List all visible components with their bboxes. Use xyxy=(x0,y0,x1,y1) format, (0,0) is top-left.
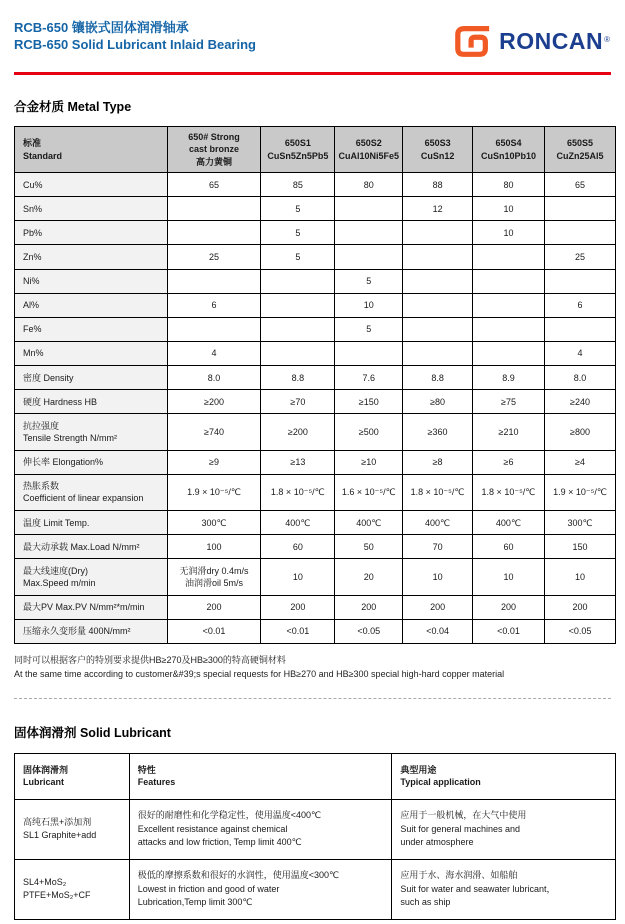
value-cell: ≥500 xyxy=(335,414,403,450)
metal-table-row xyxy=(15,245,616,269)
lubricant-column-header: 特性 Features xyxy=(129,753,392,799)
value-cell: 无润滑dry 0.4m/s 油润滑oil 5m/s xyxy=(167,559,261,595)
metal-table-row xyxy=(15,269,616,293)
value-cell xyxy=(167,269,261,293)
metal-table-row xyxy=(15,317,616,341)
value-cell: 200 xyxy=(335,595,403,619)
value-cell: 85 xyxy=(261,173,335,197)
value-cell: 5 xyxy=(261,197,335,221)
value-cell: 1.9 × 10⁻⁵/℃ xyxy=(545,474,616,510)
value-cell: 80 xyxy=(472,173,544,197)
value-cell: 25 xyxy=(167,245,261,269)
metal-table-row xyxy=(15,197,616,221)
metal-table-body xyxy=(15,173,616,644)
metal-table-row xyxy=(15,341,616,365)
value-cell: 150 xyxy=(545,535,616,559)
value-cell: 8.0 xyxy=(167,366,261,390)
value-cell: 5 xyxy=(335,317,403,341)
value-cell: ≥200 xyxy=(167,390,261,414)
row-label-cell: Pb% xyxy=(15,221,168,245)
value-cell: 10 xyxy=(472,221,544,245)
value-cell: 1.8 × 10⁻⁵/℃ xyxy=(403,474,473,510)
value-cell: 400℃ xyxy=(403,511,473,535)
value-cell: ≥75 xyxy=(472,390,544,414)
value-cell: ≥9 xyxy=(167,450,261,474)
row-label-cell: 温度 Limit Temp. xyxy=(15,511,168,535)
value-cell: 200 xyxy=(261,595,335,619)
value-cell: 1.8 × 10⁻⁵/℃ xyxy=(261,474,335,510)
value-cell: 8.0 xyxy=(545,366,616,390)
value-cell: 88 xyxy=(403,173,473,197)
solid-lubricant-table xyxy=(14,753,616,920)
value-cell xyxy=(261,317,335,341)
lubricant-section-title: 固体润滑剂 Solid Lubricant xyxy=(14,725,171,740)
row-label-cell: 伸长率 Elongation% xyxy=(15,450,168,474)
row-label-cell: Ni% xyxy=(15,269,168,293)
value-cell xyxy=(472,317,544,341)
roncan-monogram-icon xyxy=(452,22,494,60)
lubricant-table-row xyxy=(15,799,616,859)
value-cell: 4 xyxy=(167,341,261,365)
value-cell: 300℃ xyxy=(167,511,261,535)
value-cell: <0.05 xyxy=(335,619,403,643)
value-cell: <0.01 xyxy=(167,619,261,643)
special-request-note xyxy=(14,654,611,682)
value-cell: 8.8 xyxy=(261,366,335,390)
value-cell: 400℃ xyxy=(472,511,544,535)
value-cell xyxy=(335,245,403,269)
value-cell xyxy=(472,245,544,269)
value-cell: ≥800 xyxy=(545,414,616,450)
value-cell: ≥8 xyxy=(403,450,473,474)
brand-logo xyxy=(452,22,609,60)
value-cell xyxy=(261,269,335,293)
value-cell: 5 xyxy=(261,221,335,245)
value-cell: 20 xyxy=(335,559,403,595)
metal-column-header: 标准 Standard xyxy=(15,127,168,173)
metal-column-header: 650S2 CuAl10Ni5Fe5 xyxy=(335,127,403,173)
value-cell: <0.01 xyxy=(261,619,335,643)
value-cell: ≥4 xyxy=(545,450,616,474)
value-cell xyxy=(261,341,335,365)
value-cell: ≥360 xyxy=(403,414,473,450)
value-cell: 25 xyxy=(545,245,616,269)
value-cell: 65 xyxy=(167,173,261,197)
value-cell xyxy=(545,221,616,245)
metal-table-row xyxy=(15,293,616,317)
value-cell xyxy=(545,269,616,293)
value-cell xyxy=(167,221,261,245)
value-cell xyxy=(403,317,473,341)
value-cell: 12 xyxy=(403,197,473,221)
application-cell: 应用于一般机械，在大气中使用 Suit for general machines and under atmosphere xyxy=(392,799,616,859)
features-cell: 很好的耐磨性和化学稳定性，使用温度<400℃ Excellent resistance against chemical attacks and low friction, Temp limit 400℃ xyxy=(129,799,392,859)
metal-table-row xyxy=(15,595,616,619)
metal-type-table xyxy=(14,126,616,644)
page-title-block xyxy=(14,20,256,54)
value-cell: 80 xyxy=(335,173,403,197)
metal-column-header: 650S1 CuSn5Zn5Pb5 xyxy=(261,127,335,173)
brand-name: RONCAN xyxy=(499,27,604,54)
metal-table-row xyxy=(15,414,616,450)
row-label-cell: 最大PV Max.PV N/mm²*m/min xyxy=(15,595,168,619)
value-cell xyxy=(472,341,544,365)
value-cell: 50 xyxy=(335,535,403,559)
value-cell: ≥210 xyxy=(472,414,544,450)
lubricant-name-cell: SL4+MoS₂ PTFE+MoS₂+CF xyxy=(15,859,130,919)
lubricant-column-header: 固体润滑剂 Lubricant xyxy=(15,753,130,799)
row-label-cell: Mn% xyxy=(15,341,168,365)
dashed-divider xyxy=(14,698,611,699)
value-cell: 65 xyxy=(545,173,616,197)
value-cell: 5 xyxy=(335,269,403,293)
value-cell: 8.9 xyxy=(472,366,544,390)
row-label-cell: 压缩永久变形量 400N/mm² xyxy=(15,619,168,643)
header-divider-line xyxy=(14,72,611,75)
value-cell xyxy=(335,197,403,221)
value-cell: 10 xyxy=(545,559,616,595)
value-cell: 200 xyxy=(545,595,616,619)
value-cell xyxy=(403,221,473,245)
value-cell: ≥240 xyxy=(545,390,616,414)
value-cell: 10 xyxy=(472,197,544,221)
value-cell: ≥80 xyxy=(403,390,473,414)
application-cell: 应用于水、海水润滑、如船舶 Suit for water and seawater lubricant， such as ship xyxy=(392,859,616,919)
row-label-cell: 抗拉强度 Tensile Strength N/mm² xyxy=(15,414,168,450)
value-cell: 6 xyxy=(167,293,261,317)
value-cell xyxy=(403,245,473,269)
lubricant-table-body xyxy=(15,799,616,919)
value-cell xyxy=(472,293,544,317)
value-cell xyxy=(261,293,335,317)
value-cell xyxy=(545,317,616,341)
value-cell: 10 xyxy=(261,559,335,595)
value-cell: 200 xyxy=(472,595,544,619)
value-cell: ≥740 xyxy=(167,414,261,450)
value-cell: 8.8 xyxy=(403,366,473,390)
value-cell: 60 xyxy=(261,535,335,559)
value-cell: 200 xyxy=(403,595,473,619)
value-cell: 5 xyxy=(261,245,335,269)
value-cell xyxy=(545,197,616,221)
value-cell xyxy=(403,293,473,317)
value-cell xyxy=(403,269,473,293)
value-cell xyxy=(167,317,261,341)
row-label-cell: 最大线速度(Dry) Max.Speed m/min xyxy=(15,559,168,595)
metal-table-row xyxy=(15,173,616,197)
value-cell: 4 xyxy=(545,341,616,365)
value-cell: ≥150 xyxy=(335,390,403,414)
metal-column-header: 650# Strong cast bronze 高力黄铜 xyxy=(167,127,261,173)
value-cell: ≥13 xyxy=(261,450,335,474)
value-cell: 10 xyxy=(472,559,544,595)
metal-section-title: 合金材质 Metal Type xyxy=(14,100,132,114)
metal-table-row xyxy=(15,221,616,245)
value-cell: 10 xyxy=(403,559,473,595)
registered-trademark-symbol: ® xyxy=(604,34,610,44)
page-title-zh: RCB-650 镶嵌式固体润滑轴承 xyxy=(14,20,189,35)
row-label-cell: 硬度 Hardness HB xyxy=(15,390,168,414)
metal-table-header xyxy=(15,127,616,173)
row-label-cell: 密度 Density xyxy=(15,366,168,390)
value-cell: 400℃ xyxy=(261,511,335,535)
metal-table-row xyxy=(15,366,616,390)
metal-table-row xyxy=(15,390,616,414)
row-label-cell: 最大动承载 Max.Load N/mm² xyxy=(15,535,168,559)
lubricant-table-row xyxy=(15,859,616,919)
value-cell: <0.04 xyxy=(403,619,473,643)
value-cell: 60 xyxy=(472,535,544,559)
value-cell xyxy=(472,269,544,293)
metal-table-row xyxy=(15,619,616,643)
metal-table-row xyxy=(15,511,616,535)
row-label-cell: Cu% xyxy=(15,173,168,197)
row-label-cell: 热胀系数 Coefficient of linear expansion xyxy=(15,474,168,510)
value-cell: ≥200 xyxy=(261,414,335,450)
value-cell: 200 xyxy=(167,595,261,619)
metal-column-header: 650S4 CuSn10Pb10 xyxy=(472,127,544,173)
note-zh: 同时可以根据客户的特别要求提供HB≥270及HB≥300的特高硬铜材料 xyxy=(14,654,286,665)
row-label-cell: Zn% xyxy=(15,245,168,269)
value-cell: 70 xyxy=(403,535,473,559)
row-label-cell: Fe% xyxy=(15,317,168,341)
value-cell: 6 xyxy=(545,293,616,317)
value-cell: 1.8 × 10⁻⁵/℃ xyxy=(472,474,544,510)
row-label-cell: Al% xyxy=(15,293,168,317)
page-header xyxy=(14,20,611,60)
metal-table-row xyxy=(15,559,616,595)
row-label-cell: Sn% xyxy=(15,197,168,221)
metal-column-header: 650S5 CuZn25Al5 xyxy=(545,127,616,173)
metal-table-row xyxy=(15,450,616,474)
page-title-en: RCB-650 Solid Lubricant Inlaid Bearing xyxy=(14,36,256,52)
metal-column-header: 650S3 CuSn12 xyxy=(403,127,473,173)
value-cell: 10 xyxy=(335,293,403,317)
value-cell xyxy=(167,197,261,221)
value-cell xyxy=(403,341,473,365)
lubricant-table-header xyxy=(15,753,616,799)
value-cell: 1.6 × 10⁻⁵/℃ xyxy=(335,474,403,510)
note-en: At the same time according to customer&#39;s special requests for HB≥270 and HB≥300 special high-hard copper material xyxy=(14,668,505,679)
value-cell xyxy=(335,221,403,245)
lubricant-column-header: 典型用途 Typical application xyxy=(392,753,616,799)
value-cell: 1.9 × 10⁻⁵/℃ xyxy=(167,474,261,510)
value-cell: <0.01 xyxy=(472,619,544,643)
metal-table-row xyxy=(15,535,616,559)
value-cell: ≥6 xyxy=(472,450,544,474)
value-cell xyxy=(335,341,403,365)
value-cell: 100 xyxy=(167,535,261,559)
value-cell: 400℃ xyxy=(335,511,403,535)
features-cell: 极低的摩擦系数和很好的水润性，使用温度<300℃ Lowest in friction and good of water Lubrication,Temp limit 300℃ xyxy=(129,859,392,919)
value-cell: <0.05 xyxy=(545,619,616,643)
value-cell: 7.6 xyxy=(335,366,403,390)
value-cell: ≥10 xyxy=(335,450,403,474)
value-cell: 300℃ xyxy=(545,511,616,535)
value-cell: ≥70 xyxy=(261,390,335,414)
metal-table-row xyxy=(15,474,616,510)
lubricant-name-cell: 高纯石黑+添加剂 SL1 Graphite+add xyxy=(15,799,130,859)
